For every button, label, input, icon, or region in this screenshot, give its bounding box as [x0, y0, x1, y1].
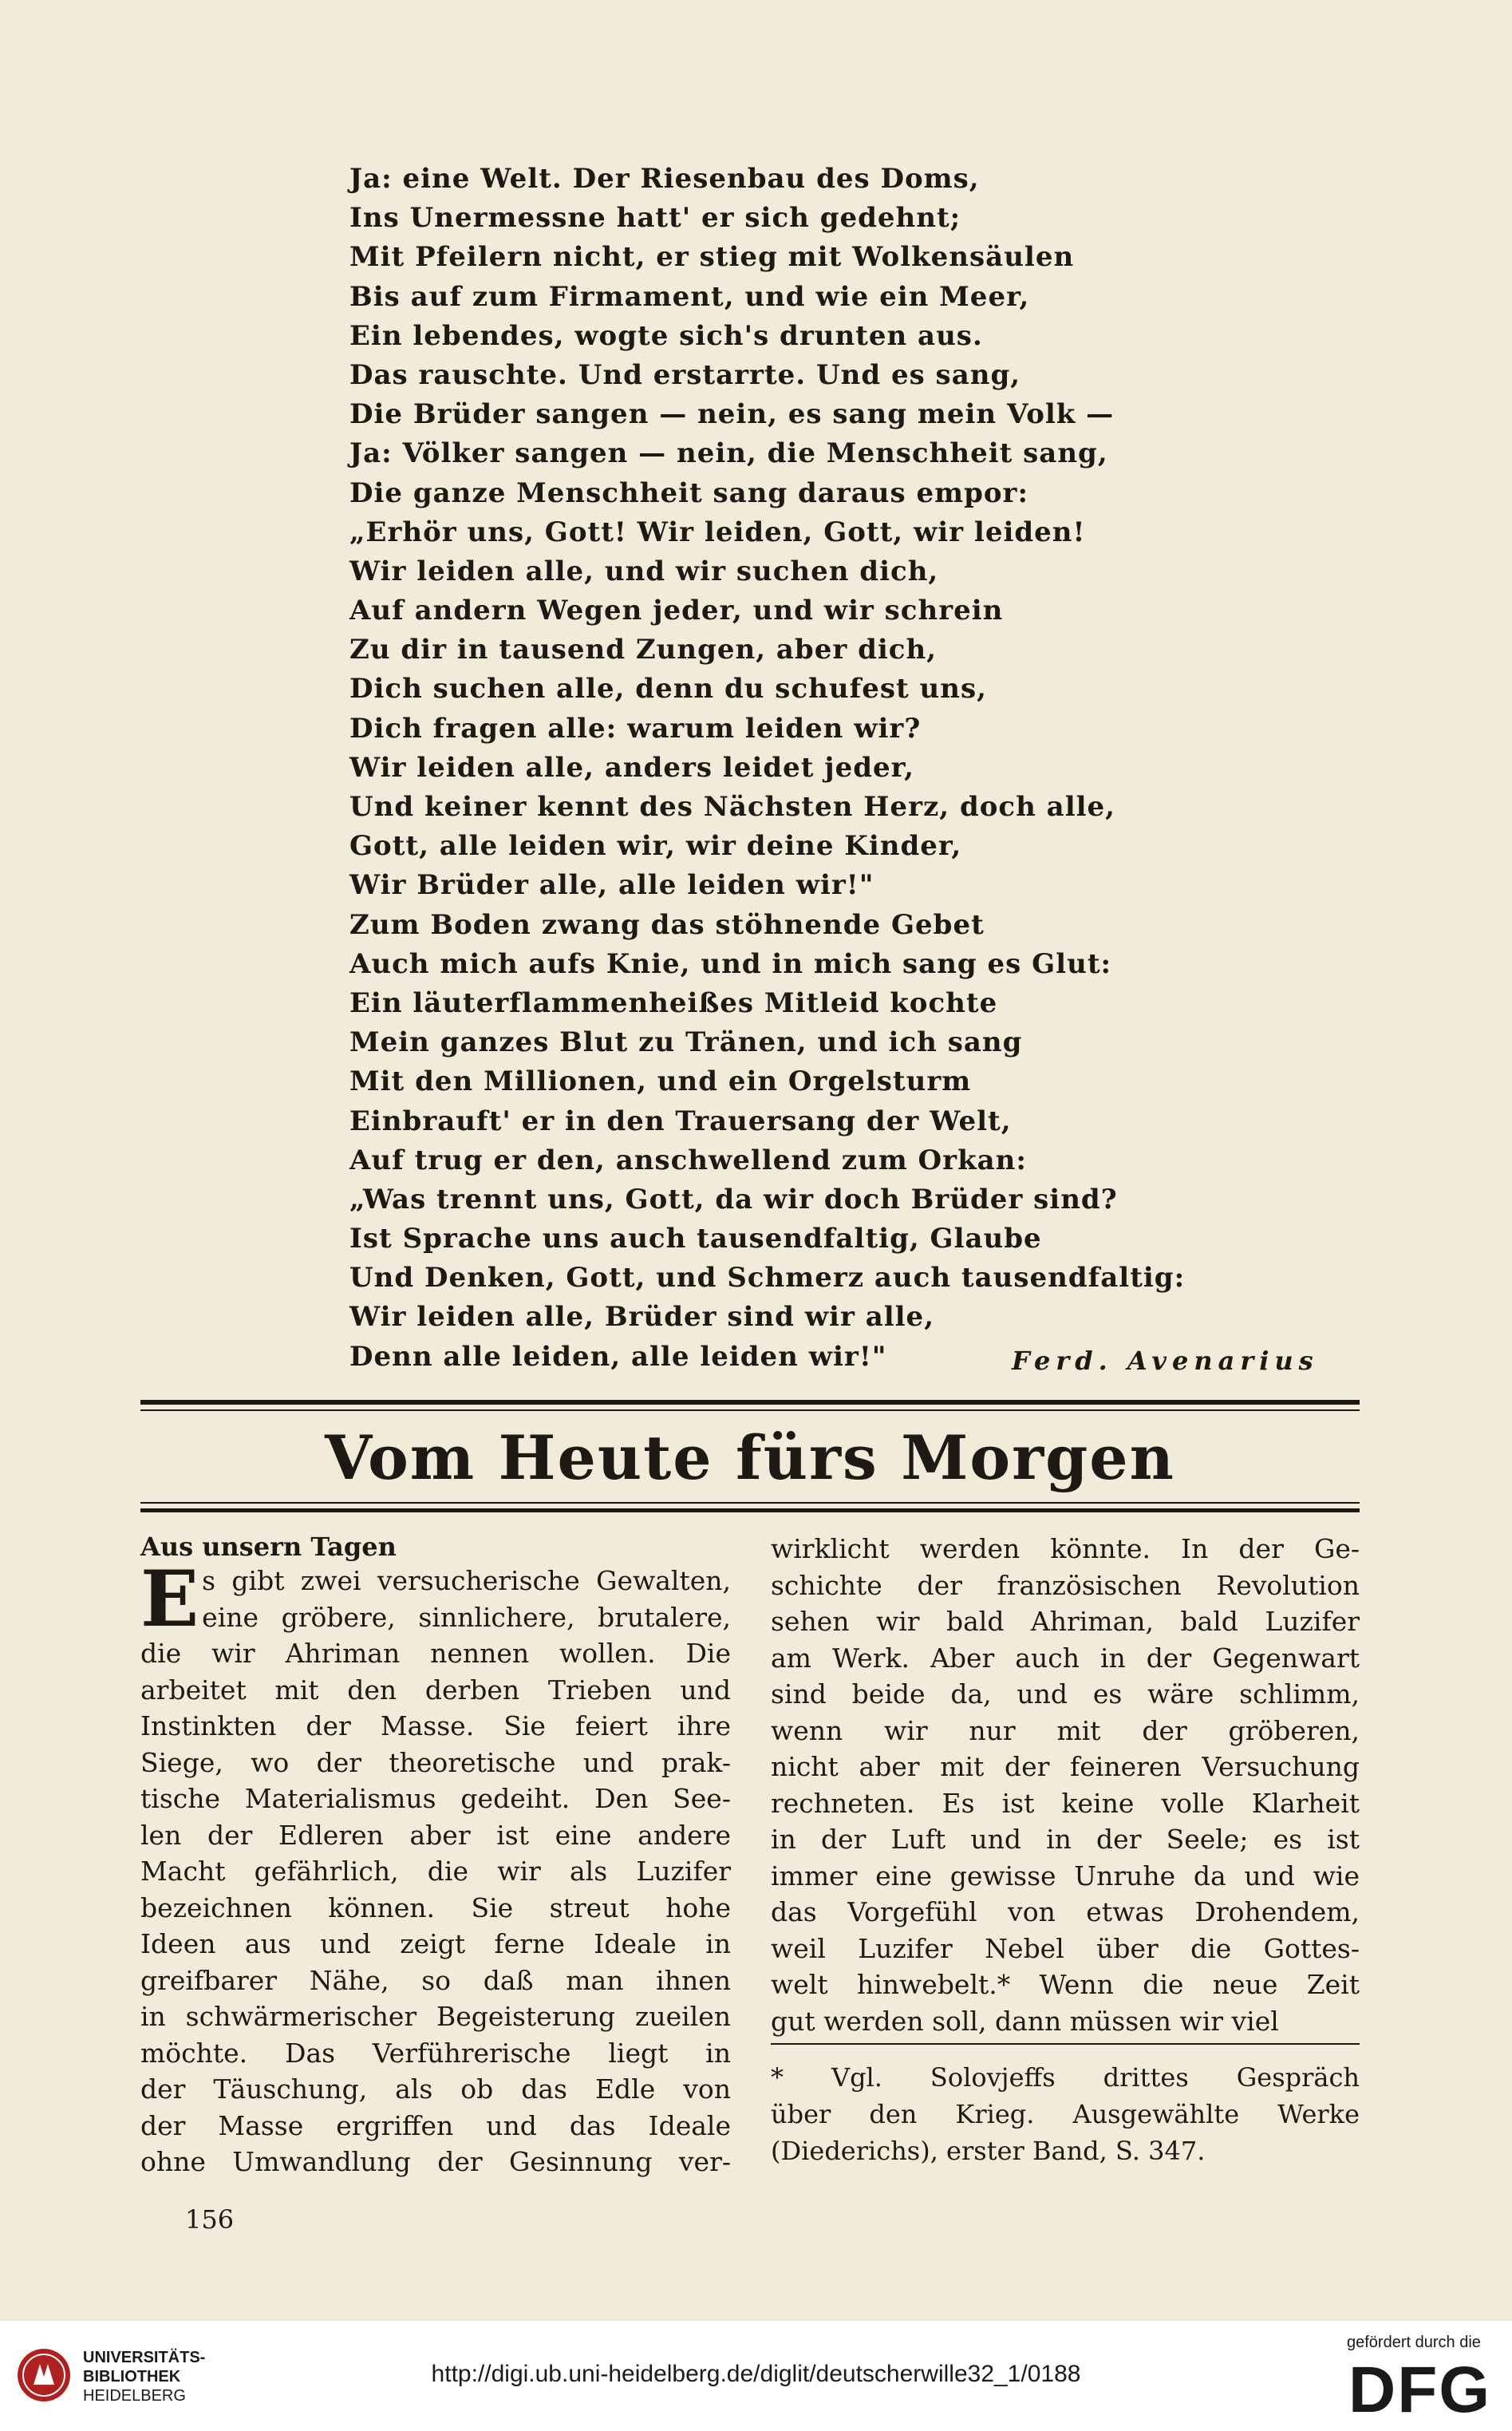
page-number: 156 [185, 2204, 235, 2235]
text-line: Ideen aus und zeigt ferne Ideale in [140, 1928, 731, 1959]
poem-line: Auf trug er den, anschwellend zum Orkan: [349, 1144, 1027, 1176]
poem-line: Ein läuterflammenheißes Mitleid kochte [349, 986, 998, 1019]
poem-line: Dich fragen alle: warum leiden wir? [349, 712, 922, 745]
text-line: weil Luzifer Nebel über die Gottes- [771, 1932, 1360, 1964]
dfg-logo[interactable]: DFG [1348, 2354, 1492, 2426]
poem-line: Die ganze Menschheit sang daraus empor: [349, 476, 1028, 509]
drop-cap: E [140, 1554, 199, 1644]
text-line: len der Edleren aber ist eine andere [140, 1819, 731, 1851]
poem-line: Dich suchen alle, denn du schufest uns, [349, 673, 987, 706]
viewer-footer [0, 2321, 1512, 2431]
poem-line: Ins Unermessne hatt' er sich gedehnt; [349, 202, 961, 235]
text-line: welt hinwebelt.* Wenn die neue Zeit [771, 1969, 1360, 2000]
poem-line: Denn alle leiden, alle leiden wir!" [349, 1340, 887, 1373]
text-line: greifbarer Nähe, so daß man ihnen [140, 1964, 731, 1996]
footnote-line: (Diederichs), erster Band, S. 347. [771, 2136, 1206, 2166]
poem-line: Mein ganzes Blut zu Tränen, und ich sang [349, 1026, 1023, 1059]
text-line: Siege, wo der theoretische und prak- [140, 1746, 731, 1778]
poem-line: Wir leiden alle, und wir suchen dich, [349, 555, 939, 587]
text-line: wirklicht werden könnte. In der Ge- [771, 1533, 1360, 1564]
text-line: bezeichnen können. Sie streut hohe [140, 1891, 731, 1923]
text-line: wenn wir nur mit der gröberen, [771, 1714, 1360, 1746]
funding-caption: gefördert durch die [1347, 2334, 1481, 2351]
poem-line: Gott, alle leiden wir, wir deine Kinder, [349, 830, 962, 863]
poem-line: Wir Brüder alle, alle leiden wir!" [349, 869, 874, 902]
poem-line: Auf andern Wegen jeder, und wir schrein [349, 595, 1004, 627]
text-line: in schwärmerischer Begeisterung zueilen [140, 2001, 731, 2032]
text-line: sind beide da, und es wäre schlimm, [771, 1678, 1360, 1710]
text-line: schichte der französischen Revolution [771, 1569, 1360, 1601]
poem-line: Und Denken, Gott, und Schmerz auch tausendfaltig: [349, 1262, 1186, 1295]
text-line: nicht aber mit der feineren Versuchung [771, 1751, 1360, 1782]
poem-line: Ja: Völker sangen — nein, die Menschheit sang, [349, 437, 1108, 470]
text-line: gut werden soll, dann müssen wir viel [771, 2005, 1279, 2037]
text-line: immer eine gewisse Unruhe da und wie [771, 1860, 1360, 1891]
header-rule-bottom [140, 1508, 1360, 1512]
permalink-url[interactable]: http://digi.ub.uni-heidelberg.de/diglit/deutscherwille32_1/0188 [431, 2361, 1081, 2387]
right-column-text [771, 1531, 1360, 2039]
header-rule-top [140, 1400, 1360, 1405]
poem-line: Auch mich aufs Knie, und in mich sang es Glut: [349, 947, 1112, 980]
footnote-rule [771, 2043, 1360, 2045]
poem [349, 160, 1387, 1377]
institution-line: UNIVERSITÄTS- [83, 2349, 206, 2366]
header-rule-bottom-thin [140, 1502, 1360, 1504]
article-column-left [140, 1531, 731, 2180]
section-title: Vom Heute fürs Morgen [325, 1422, 1175, 1493]
poem-line: „Erhör uns, Gott! Wir leiden, Gott, wir leiden! [349, 516, 1086, 548]
poem-line: Zum Boden zwang das stöhnende Gebet [349, 908, 985, 941]
text-line: möchte. Das Verführerische liegt in [140, 2037, 731, 2069]
text-line: ohne Umwandlung der Gesinnung ver- [140, 2146, 731, 2177]
text-line: s gibt zwei versucherische Gewalten, [202, 1565, 731, 1596]
text-line: der Täuschung, als ob das Edle von [140, 2073, 731, 2105]
poem-line: Ja: eine Welt. Der Riesenbau des Doms, [349, 163, 980, 195]
poem-line: Mit Pfeilern nicht, er stieg mit Wolkensäulen [349, 241, 1075, 274]
poem-line: Das rauschte. Und erstarrte. Und es sang, [349, 358, 1021, 391]
poem-line: Ist Sprache uns auch tausendfaltig, Glaube [349, 1223, 1042, 1255]
text-line: arbeitet mit den derben Trieben und [140, 1674, 731, 1706]
text-line: in der Luft und in der Seele; es ist [771, 1824, 1360, 1855]
poem-line: Zu dir in tausend Zungen, aber dich, [349, 634, 938, 666]
text-line: sehen wir bald Ahriman, bald Luzifer [771, 1606, 1360, 1637]
institution-line: BIBLIOTHEK [83, 2368, 181, 2386]
text-line: am Werk. Aber auch in der Gegenwart [771, 1642, 1360, 1674]
header-rule-top-thin [140, 1409, 1360, 1411]
text-line: Macht gefährlich, die wir als Luzifer [140, 1856, 731, 1887]
footnote-line: * Vgl. Solovjeffs drittes Gespräch [771, 2062, 1360, 2093]
text-line: der Masse ergriffen und das Ideale [140, 2109, 731, 2141]
text-line: tische Materialismus gedeiht. Den See- [140, 1783, 731, 1814]
poem-line: Wir leiden alle, Brüder sind wir alle, [349, 1301, 935, 1334]
poem-line: Einbrauft' er in den Trauersang der Welt, [349, 1105, 1012, 1137]
poem-line: Die Brüder sangen — nein, es sang mein Volk — [349, 398, 1115, 431]
article-subhead: Aus unsern Tagen [140, 1532, 397, 1562]
poem-line: Wir leiden alle, anders leidet jeder, [349, 751, 914, 784]
text-line: rechneten. Es ist keine volle Klarheit [771, 1787, 1360, 1819]
poem-author: Ferd. Avenarius [1012, 1346, 1319, 1376]
institution-line: HEIDELBERG [83, 2387, 186, 2405]
poem-line: Ein lebendes, wogte sich's drunten aus. [349, 319, 983, 352]
footnote-line: über den Krieg. Ausgewählte Werke [771, 2099, 1360, 2129]
text-line: Instinkten der Masse. Sie feiert ihre [140, 1710, 731, 1741]
article-column-right [771, 1531, 1360, 2039]
footnote [771, 2059, 1360, 2169]
poem-line: Bis auf zum Firmament, und wie ein Meer, [349, 280, 1030, 313]
text-line: die wir Ahriman nennen wollen. Die [140, 1638, 731, 1669]
left-column-text [140, 1554, 731, 2180]
poem-line: Und keiner kennt des Nächsten Herz, doch alle, [349, 791, 1115, 823]
poem-line: Mit den Millionen, und ein Orgelsturm [349, 1065, 972, 1098]
poem-line: „Was trennt uns, Gott, da wir doch Brüder sind? [349, 1183, 1118, 1216]
text-line: das Vorgefühl von etwas Drohendem, [771, 1896, 1360, 1927]
text-line: eine gröbere, sinnlichere, brutalere, [202, 1601, 731, 1633]
